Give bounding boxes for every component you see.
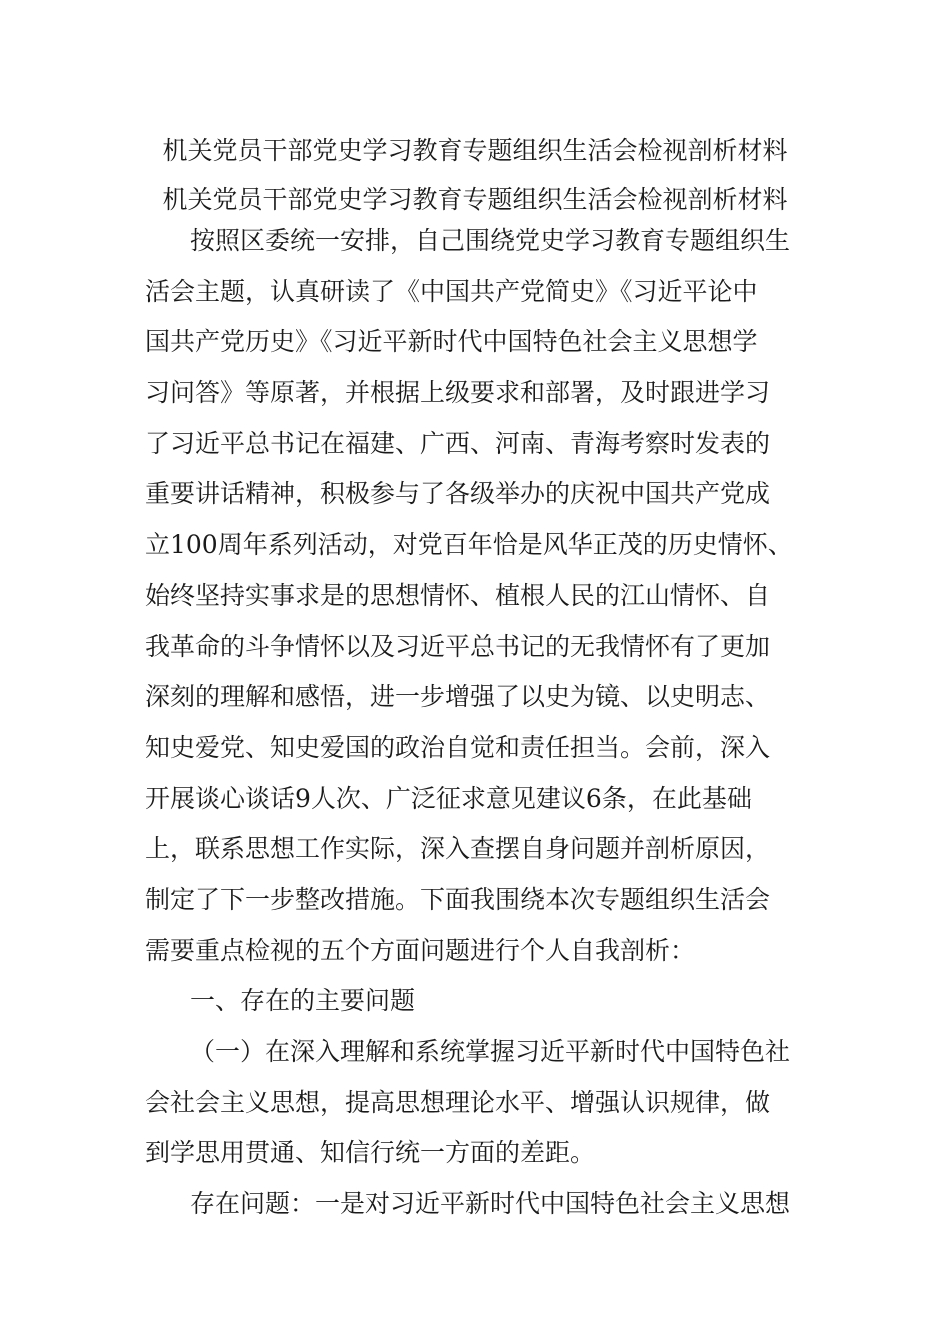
paragraph-intro-line: 国共产党历史》《习近平新时代中国特色社会主义思想学	[145, 327, 758, 357]
paragraph-intro-line: 活会主题，认真研读了《中国共产党简史》《习近平论中	[145, 276, 758, 306]
paragraph-intro-line: 开展谈心谈话9人次、广泛征求意见建议6条，在此基础	[145, 783, 752, 813]
paragraph-intro-line: 始终坚持实事求是的思想情怀、植根人民的江山情怀、自	[145, 580, 771, 610]
paragraph-intro-line: 需要重点检视的五个方面问题进行个人自我剖析：	[145, 935, 696, 965]
paragraph-intro-line: 知史爱党、知史爱国的政治自觉和责任担当。会前，深入	[145, 732, 771, 762]
paragraph-intro-line: 深刻的理解和感悟，进一步增强了以史为镜、以史明志、	[145, 682, 771, 712]
document-title: 机关党员干部党史学习教育专题组织生活会检视剖析材料	[162, 136, 788, 165]
paragraph-intro-line: 了习近平总书记在福建、广西、河南、青海考察时发表的	[145, 428, 771, 458]
paragraph-intro-line: 习问答》等原著，并根据上级要求和部署，及时跟进学习	[145, 378, 771, 408]
paragraph-intro-line: 按照区委统一安排，自己围绕党史学习教育专题组织生	[190, 226, 791, 255]
paragraph-intro-line: 重要讲话精神，积极参与了各级举办的庆祝中国共产党成	[145, 479, 771, 509]
section-heading: 一、存在的主要问题	[190, 986, 416, 1016]
document-title-repeat: 机关党员干部党史学习教育专题组织生活会检视剖析材料	[162, 185, 788, 214]
subsection-heading-line: （一）在深入理解和系统掌握习近平新时代中国特色社	[190, 1037, 791, 1066]
paragraph-intro-line: 上，联系思想工作实际，深入查摆自身问题并剖析原因，	[145, 834, 771, 864]
document-body	[145, 216, 810, 1230]
problem-paragraph-line: 存在问题：一是对习近平新时代中国特色社会主义思想	[190, 1189, 791, 1219]
paragraph-intro-line: 我革命的斗争情怀以及习近平总书记的无我情怀有了更加	[145, 631, 771, 661]
paragraph-intro-line: 制定了下一步整改措施。下面我围绕本次专题组织生活会	[145, 884, 771, 914]
paragraph-intro-line: 立100周年系列活动，对党百年恰是风华正茂的历史情怀、	[145, 530, 793, 560]
subsection-heading-line: 到学思用贯通、知信行统一方面的差距。	[145, 1138, 596, 1168]
subsection-heading-line: 会社会主义思想，提高思想理论水平、增强认识规律，做	[145, 1087, 771, 1117]
